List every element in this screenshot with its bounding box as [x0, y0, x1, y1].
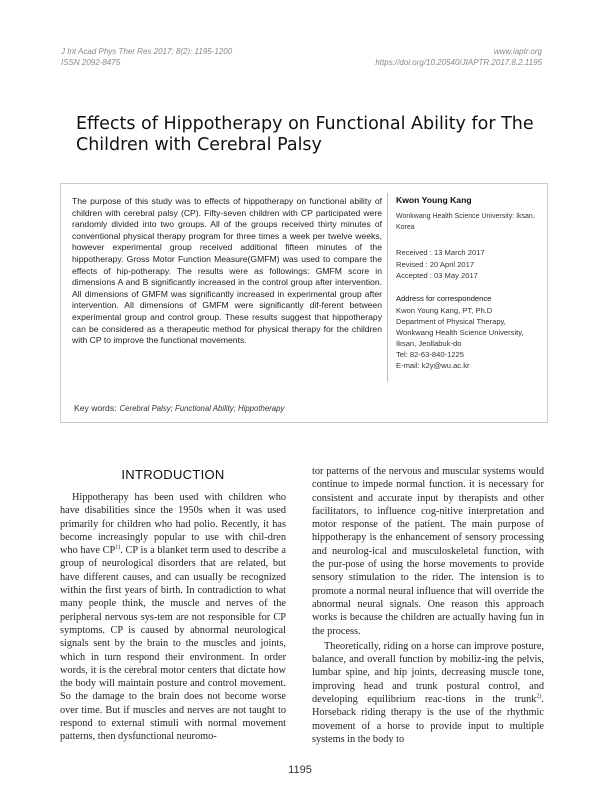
doi-link[interactable]: https://doi.org/10.20540/JIAPTR.2017.8.2.1195: [375, 58, 542, 67]
article-title: Effects of Hippotherapy on Functional Ability for The Children with Cerebral Palsy: [76, 114, 534, 155]
body-text: . Horseback riding therapy is the use of the rhythmic movement of a horse to provide input to multiple systems in the body to: [312, 694, 544, 745]
body-paragraph: tor patterns of the nervous and muscular systems would continue to impede normal function. it is necessary for consistent and accurate input by therapists and other facilitators, to influence cog-nitive interpretation and motor response of the patient. The main purpose of hippotherapy is the enhancement of sensory processing and neurolog-ical and musculoskeletal function, with the pur-pose of using the horse movements to provide sensory stimulation to the rider. The intension is to promote a normal neural influence that will override the abnormal neural signals. One reason this approach works is because the children are actually having fun in the process.: [312, 466, 544, 637]
abstract-divider: [387, 193, 388, 382]
correspondence-line: Wonkwang Health Science University,: [396, 327, 524, 337]
author-name: Kwon Young Kang: [396, 195, 472, 205]
correspondence-line: Department of Physical Therapy,: [396, 316, 506, 326]
received-date: Received : 13 March 2017: [396, 248, 485, 257]
journal-links: [375, 46, 542, 68]
correspondence-tel: Tel: 82-63-840-1225: [396, 349, 464, 359]
issn: ISSN 2092-8475: [61, 58, 121, 67]
author-affiliation: Wonkwang Health Science University: Iksan, Korea: [396, 213, 535, 231]
correspondence-line: Kwon Young Kang, PT, Ph.D: [396, 305, 493, 315]
accepted-date: Accepted : 03 May 2017: [396, 271, 478, 280]
article-dates: [396, 247, 544, 282]
correspondence-heading: Address for correspondence: [396, 293, 492, 303]
body-column-left: [60, 491, 286, 744]
body-column-right: [312, 465, 544, 748]
abstract-text: The purpose of this study was to effects of hippotherapy on functional ability of children with cerebral palsy (CP). Fifty-seven children with CP participated were randomly divided into two groups. All of the groups received thirty minutes of conventional physical therapy program for three times a week per twelve weeks, however experimental group received additional fifteen minutes of the hippotherapy. Gross Motor Function Measure(GMFM) was used to compare the effects of hip-potherapy. The results were as followings: GMFM score in dimensions A and B significantly increased in the control group after intervention. All dimensions of GMFM was significantly increased in experimental group after intervention. All dimensions of GMFM were significantly dif-ferent between experimental group and control group. These results suggest that hippotherapy can be considered as a therapeutic method for physical therapy for the children with CP to improve the functional movements.: [72, 196, 382, 346]
citation-ref: 1): [115, 544, 121, 551]
keywords: [74, 403, 284, 413]
introduction-heading: INTRODUCTION: [121, 467, 225, 482]
keywords-values: Cerebral Palsy; Functional Ability; Hippotherapy: [119, 404, 285, 413]
body-text: . CP is a blanket term used to describe a group of neurological disorders that are related, but have different causes, and can usually be recognized within the first years of birth. In contradiction to what many people think, the muscle and nerves of the peripheral nervous sys-tem are not responsible for CP symptoms. CP is caused by abnormal neurological signals sent by the brain to the muscles and joints, which in turn respond their environment. In order words, it is the cerebral motor centers that dictate how the body will maintain posture and control movement. So the damage to the brain does not become worse over time. But if muscles and nerves are not taught to respond to external stimuli with normal movement patterns, then dysfunctional neuromo-: [60, 545, 286, 743]
citation-ref: 2): [536, 693, 542, 700]
revised-date: Revised : 20 April 2017: [396, 259, 475, 269]
website-link[interactable]: www.iaptr.org: [493, 47, 542, 56]
journal-line: J Int Acad Phys Ther Res 2017; 8(2): 1195-1200: [61, 47, 233, 56]
correspondence-email[interactable]: E-mail: k2y@wu.ac.kr: [396, 360, 470, 370]
keywords-label: Key words:: [74, 403, 117, 413]
body-paragraph: [312, 640, 544, 746]
correspondence-line: Iksan, Jeollabuk-do: [396, 338, 462, 348]
correspondence: [396, 293, 544, 371]
page-number: 1195: [288, 764, 312, 776]
journal-citation: [61, 46, 232, 68]
body-text: Theoretically, riding on a horse can improve posture, balance, and overall function by mobiliz-ing the pelvis, lumbar spine, and hip joints, decreasing muscle tone, improving head and trunk postural control, and developing equilibrium reac-tions in the trunk: [312, 640, 544, 706]
article-info: [396, 195, 544, 371]
body-text: Hippotherapy has been used with children who have disabilities since the 1950s when it was used primarily for children who had polio. Recently, it has become increasingly popular to use with chil-dren who have CP: [60, 492, 286, 557]
